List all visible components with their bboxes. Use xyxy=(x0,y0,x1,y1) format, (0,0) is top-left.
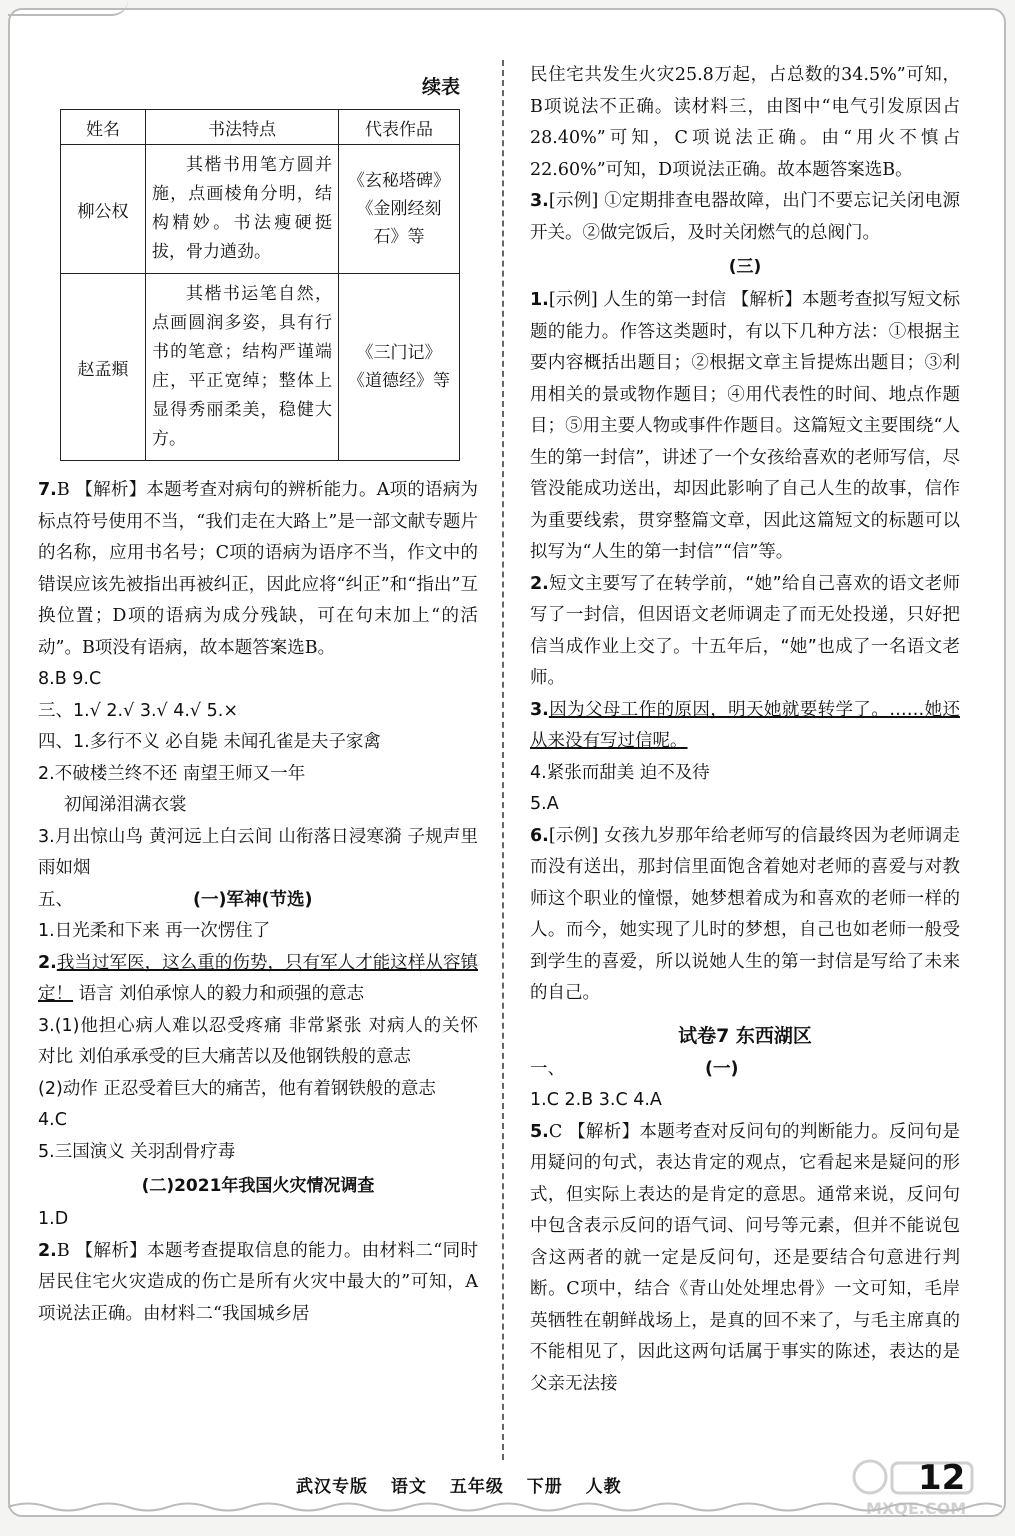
subsection-title: (二)2021年我国火灾情况调查 xyxy=(141,1176,375,1196)
table-row xyxy=(61,274,460,461)
table-header: 姓名 xyxy=(61,110,146,145)
answer-t6: 6.[示例] 女孩九岁那年给老师写的信最终因为老师调走而没有送出，那封信里面饱含着她对老师的喜爱与对教师这个职业的憧憬，她梦想着成为和喜欢的老师一样的人。而今，她实现了儿时的梦想，自己也如老师一般受到学生的喜爱，所以说她人生的第一封信是写给了未来的自己。 xyxy=(530,825,960,1003)
left-column xyxy=(38,60,478,1330)
answer-8-9: 8.B 9.C xyxy=(38,669,102,689)
table-header: 代表作品 xyxy=(339,110,460,145)
calligraphy-table xyxy=(60,109,460,461)
page-edge-decoration xyxy=(8,1500,1002,1514)
subsection-title: (三) xyxy=(728,257,762,277)
answer-s3: 3.[示例] ①定期排查电器故障，出门不要忘记关闭电源开关。②做完饭后，及时关闭燃气的总阀门。 xyxy=(530,191,960,243)
watermark-text: MXQE.COM xyxy=(866,1499,967,1518)
answer-t3: 3.因为父母工作的原因，明天她就要转学了。……她还从来没有写过信呢。 xyxy=(530,699,960,751)
right-column xyxy=(530,60,960,1400)
table-cell-works: 《三门记》《道德经》等 xyxy=(339,274,460,461)
answer-t1: 1.[示例] 人生的第一封信 【解析】本题考查拟写短文标题的能力。作答这类题时，有以下几种方法：①根据主要内容概括出题目；②根据文章主旨提炼出题目；③利用相关的景或物作题目；④用代表性的时间、地点作题目；⑤用主要人物或事件作题目。这篇短文主要围绕“人生的第一封信”，讲述了一个女孩给喜欢的老师写信，尽管没能成功送出，却因此影响了自己人生的故事，信作为重要线索，贯穿整篇文章，因此这篇短文的标题可以拟写为“人生的第一封信”“信”等。 xyxy=(530,290,960,562)
section-1-heading: 一、 (一) xyxy=(530,1058,739,1079)
table-cell-name: 赵孟頫 xyxy=(61,274,146,461)
table-header: 书法特点 xyxy=(146,110,339,145)
answer-5-2: 2.我当过军医，这么重的伤势，只有军人才能这样从容镇定！ 语言 刘伯承惊人的毅力和顽强的意志 xyxy=(38,952,478,1004)
watermark xyxy=(830,1455,990,1525)
table-cell-features: 其楷书运笔自然，点画圆润多姿，具有行书的笔意；结构严谨端庄，平正宽绰；整体上显得秀丽柔美，稳健大方。 xyxy=(146,274,339,461)
answer-5-1: 1.日光柔和下来 再一次愣住了 xyxy=(38,921,271,941)
section-4-answer-3: 3.月出惊山鸟 黄河远上白云间 山衔落日浸寒漪 子规声里雨如烟 xyxy=(38,826,478,878)
answer-s2-cont: 民住宅共发生火灾25.8万起，占总数的34.5%”可知，B项说法不正确。读材料三，由图中“电气引发原因占28.40%”可知，C项说法正确。由“用火不慎占22.60%”可知，D项说法正确。故本题答案选B。 xyxy=(530,65,960,180)
column-divider xyxy=(502,60,504,1460)
section-4-answer-1: 四、1.多行不义 必自毙 未闻孔雀是夫子家禽 xyxy=(38,732,381,752)
answer-s2: 2.B 【解析】本题考查提取信息的能力。由材料二“同时居民住宅火灾造成的伤亡是所有火灾中最大的”可知，A项说法正确。由材料二“我国城乡居 xyxy=(38,1240,478,1324)
answer-t5: 5.A xyxy=(530,794,559,814)
exam-title: 试卷7 东西湖区 xyxy=(678,1024,812,1047)
section-5-heading: 五、 (一)军神(节选) xyxy=(38,889,313,910)
answer-e5: 5.C 【解析】本题考查对反问句的判断能力。反问句是用疑问的句式，表达肯定的观点，它看起来是疑问的形式，但实际上表达的是肯定的意思。通常来说，反问句中包含表示反问的语气词、问号等元素，但并不能说包含这两者的就一定是反问句，还是要结合句意进行判断。C项中，结合《青山处处埋忠骨》一文可知，毛岸英牺牲在朝鲜战场上，是真的回不来了，与毛主席真的不能相见了，因此这两句话属于事实的陈述，表达的是父亲无法接 xyxy=(530,1121,960,1394)
page-number: 12 xyxy=(918,1458,966,1498)
table-header-row xyxy=(61,110,460,145)
footer-text: 武汉专版 语文 五年级 下册 人教 xyxy=(296,1477,622,1497)
answer-7: 7.B 【解析】本题考查对病句的辨析能力。A项的语病为标点符号使用不当，“我们走在大路上”是一部文献专题片的名称，应用书名号；C项的语病为语序不当，作文中的错误应该先被指出再被纠正，因此应将“纠正”和“指出”互换位置；D项的语病为成分残缺，可在句末加上“的活动”。B项没有语病，故本题答案选B。 xyxy=(38,480,478,658)
answer-5-4: 4.C xyxy=(38,1110,67,1130)
answers-left xyxy=(38,475,478,1330)
answer-t2: 2.短文主要写了在转学前，“她”给自己喜欢的语文老师写了一封信，但因语文老师调走了而无处投递，只好把信当成作业上交了。十五年后，“她”也成了一名语文老师。 xyxy=(530,573,960,688)
answer-5-5: 5.三国演义 关羽刮骨疗毒 xyxy=(38,1141,236,1162)
table-row xyxy=(61,145,460,274)
answer-e1-4: 1.C 2.B 3.C 4.A xyxy=(530,1090,662,1110)
table-cell-features: 其楷书用笔方圆并施，点画棱角分明，结构精妙。书法瘦硬挺拔，骨力遒劲。 xyxy=(146,145,339,274)
answer-s1: 1.D xyxy=(38,1209,69,1229)
section-4-answer-2-cont: 初闻涕泪满衣裳 xyxy=(64,795,187,815)
answers-right xyxy=(530,60,960,1400)
page-curl-decoration xyxy=(8,0,128,16)
section-3-answers: 三、1.√ 2.√ 3.√ 4.√ 5.× xyxy=(38,700,239,721)
answer-5-3-1: 3.(1)他担心病人难以忍受疼痛 非常紧张 对病人的关怀 对比 刘伯承承受的巨大痛苦以及他钢铁般的意志 xyxy=(38,1015,478,1067)
answer-t4: 4.紧张而甜美 迫不及待 xyxy=(530,762,710,783)
table-cell-works: 《玄秘塔碑》《金刚经刻石》等 xyxy=(339,145,460,274)
table-continued-label: 续表 xyxy=(421,76,460,98)
answer-5-3-2: (2)动作 正忍受着巨大的痛苦，他有着钢铁般的意志 xyxy=(38,1078,436,1099)
table-cell-name: 柳公权 xyxy=(61,145,146,274)
section-4-answer-2: 2.不破楼兰终不还 南望王师又一年 xyxy=(38,763,306,784)
